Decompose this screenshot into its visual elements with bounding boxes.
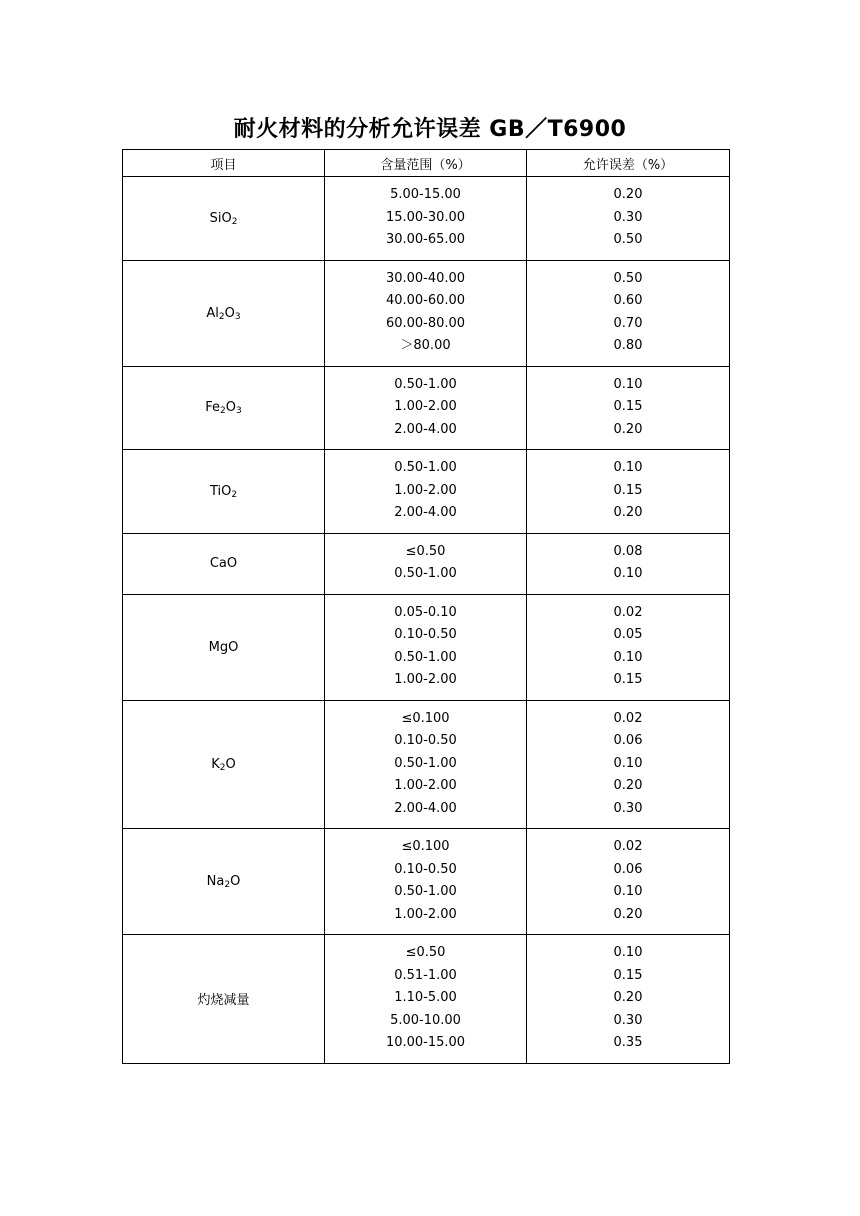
error-cell xyxy=(527,260,730,366)
error-value: 0.15 xyxy=(613,399,643,414)
item-name: $Fe_2O_3$ xyxy=(205,400,242,417)
error-value: 0.50 xyxy=(613,232,643,247)
range-value: 1.00-2.00 xyxy=(394,672,457,687)
error-value: 0.02 xyxy=(613,604,643,620)
range-value: ≤0.100 xyxy=(401,839,450,854)
item-cell xyxy=(123,594,325,700)
range-value: ≤0.50 xyxy=(405,945,446,960)
error-value: 0.15 xyxy=(613,482,643,498)
range-value: 2.00-4.00 xyxy=(394,505,457,520)
error-cell xyxy=(527,700,730,829)
range-cell xyxy=(325,366,527,450)
error-value: 0.10 xyxy=(613,945,643,960)
error-value: 0.20 xyxy=(613,990,643,1005)
item-name: MgO xyxy=(208,639,239,655)
error-value: 0.20 xyxy=(613,906,643,922)
error-value: 0.20 xyxy=(613,778,643,793)
table-row xyxy=(123,829,730,935)
item-name: $Na_2O$ xyxy=(206,874,241,890)
table-row xyxy=(123,594,730,700)
header-allowed-error: 允许误差（%） xyxy=(527,150,730,177)
range-value: 0.50-1.00 xyxy=(394,566,457,581)
range-cell xyxy=(325,533,527,594)
range-cell xyxy=(325,700,527,829)
range-cell xyxy=(325,594,527,700)
range-value: 0.50-1.00 xyxy=(394,376,457,392)
range-value: 60.00-80.00 xyxy=(385,315,466,331)
error-value: 0.30 xyxy=(613,800,643,816)
item-cell xyxy=(123,260,325,366)
error-value: 0.10 xyxy=(613,884,643,899)
page-title: 耐火材料的分析允许误差 GB／T6900 xyxy=(233,117,627,142)
range-value: 5.00-10.00 xyxy=(390,1012,461,1028)
range-value: 10.00-15.00 xyxy=(385,1035,466,1050)
error-value: 0.70 xyxy=(613,315,643,331)
error-value: 0.06 xyxy=(613,733,643,748)
table-row xyxy=(123,260,730,366)
table-header-row xyxy=(123,150,730,177)
range-value: ≤0.100 xyxy=(401,710,450,726)
error-value: 0.15 xyxy=(613,967,643,983)
range-value: 1.10-5.00 xyxy=(394,990,457,1005)
error-cell xyxy=(527,935,730,1064)
range-value: 2.00-4.00 xyxy=(394,421,457,437)
range-value: 40.00-60.00 xyxy=(385,293,466,308)
table-row xyxy=(123,366,730,450)
range-value: 0.50-1.00 xyxy=(394,884,457,899)
item-name: TiO$_2$ xyxy=(209,483,238,500)
error-value: 0.10 xyxy=(613,566,643,581)
error-value: 0.20 xyxy=(613,187,643,202)
range-value: 0.10-0.50 xyxy=(394,733,457,748)
error-value: 0.80 xyxy=(613,338,643,353)
range-cell xyxy=(325,829,527,935)
error-cell xyxy=(527,177,730,261)
error-value: 0.10 xyxy=(613,649,643,665)
range-value: 0.50-1.00 xyxy=(394,460,457,475)
item-cell xyxy=(123,450,325,534)
item-name: $Al_2O_3$ xyxy=(206,305,241,322)
range-value: 0.10-0.50 xyxy=(394,861,457,877)
analysis-tolerance-table xyxy=(122,149,730,1064)
item-cell xyxy=(123,177,325,261)
range-value: 0.10-0.50 xyxy=(394,627,457,642)
error-value: 0.20 xyxy=(613,505,643,520)
item-name: CaO xyxy=(209,556,238,571)
error-value: 0.15 xyxy=(613,672,643,687)
error-value: 0.30 xyxy=(613,209,643,225)
error-value: 0.06 xyxy=(613,861,643,877)
error-value: 0.02 xyxy=(613,710,643,726)
table-row xyxy=(123,700,730,829)
error-value: 0.30 xyxy=(613,1012,643,1028)
range-value: 1.00-2.00 xyxy=(394,778,457,793)
range-value: 1.00-2.00 xyxy=(394,906,457,922)
error-value: 0.10 xyxy=(613,376,643,392)
table-row xyxy=(123,450,730,534)
range-value: 1.00-2.00 xyxy=(394,399,457,414)
table-row xyxy=(123,177,730,261)
range-value: 0.05-0.10 xyxy=(394,604,457,620)
range-value: 15.00-30.00 xyxy=(385,209,466,225)
error-value: 0.50 xyxy=(613,270,643,286)
range-value: 1.00-2.00 xyxy=(394,482,457,498)
range-value: 0.50-1.00 xyxy=(394,755,457,771)
item-cell xyxy=(123,366,325,450)
range-cell xyxy=(325,450,527,534)
error-cell xyxy=(527,533,730,594)
header-item: 项目 xyxy=(123,150,325,177)
error-cell xyxy=(527,450,730,534)
table-row xyxy=(123,935,730,1064)
range-value: 5.00-15.00 xyxy=(390,187,461,202)
range-value: 30.00-40.00 xyxy=(385,270,466,286)
error-value: 0.05 xyxy=(613,627,643,642)
error-value: 0.60 xyxy=(613,293,643,308)
range-value: ≤0.50 xyxy=(405,543,446,559)
error-value: 0.35 xyxy=(613,1035,643,1050)
header-content-range: 含量范围（%） xyxy=(325,150,527,177)
item-cell xyxy=(123,700,325,829)
range-value: 2.00-4.00 xyxy=(394,800,457,816)
item-name: 灼烧减量 xyxy=(197,993,250,1009)
table-row xyxy=(123,533,730,594)
error-cell xyxy=(527,829,730,935)
range-cell xyxy=(325,260,527,366)
item-cell xyxy=(123,533,325,594)
error-value: 0.08 xyxy=(613,543,643,559)
range-value: 30.00-65.00 xyxy=(385,232,466,247)
range-value: ＞80.00 xyxy=(400,338,451,353)
item-cell xyxy=(123,829,325,935)
range-cell xyxy=(325,935,527,1064)
item-name: SiO$_2$ xyxy=(209,210,238,227)
error-value: 0.10 xyxy=(613,460,643,475)
error-value: 0.02 xyxy=(613,839,643,854)
item-name: $K_2O$ xyxy=(211,756,236,773)
range-value: 0.50-1.00 xyxy=(394,649,457,665)
error-cell xyxy=(527,594,730,700)
error-value: 0.20 xyxy=(613,421,643,437)
error-value: 0.10 xyxy=(613,755,643,771)
range-cell xyxy=(325,177,527,261)
item-cell xyxy=(123,935,325,1064)
range-value: 0.51-1.00 xyxy=(394,967,457,983)
error-cell xyxy=(527,366,730,450)
